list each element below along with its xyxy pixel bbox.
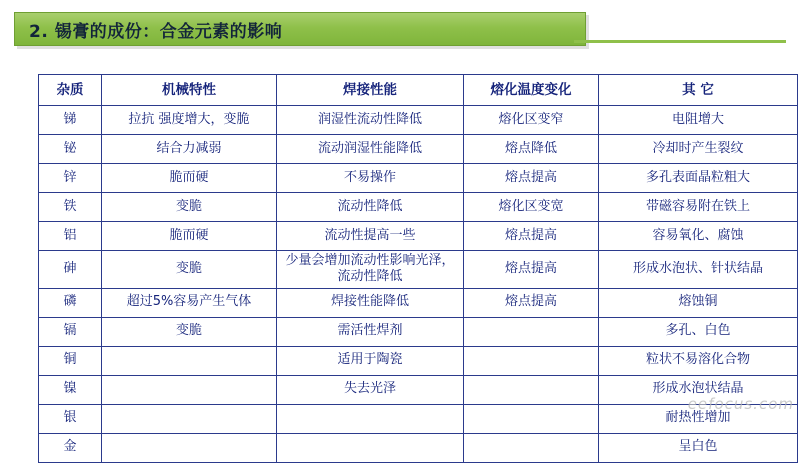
cell-other: 电阻增大 — [599, 106, 798, 135]
cell-melting — [464, 317, 599, 346]
column-header-impurity: 杂质 — [39, 75, 102, 106]
title-underline-rule — [574, 40, 786, 43]
column-header-other: 其 它 — [599, 75, 798, 106]
table-row — [39, 106, 798, 135]
cell-solderability: 失去光泽 — [277, 375, 464, 404]
table-row — [39, 135, 798, 164]
cell-mechanical: 脆而硬 — [102, 164, 277, 193]
cell-melting: 熔点降低 — [464, 135, 599, 164]
cell-melting — [464, 433, 599, 462]
cell-other: 熔蚀铜 — [599, 288, 798, 317]
cell-melting: 熔点提高 — [464, 222, 599, 251]
cell-other: 多孔表面晶粒粗大 — [599, 164, 798, 193]
cell-melting — [464, 404, 599, 433]
cell-impurity: 镍 — [39, 375, 102, 404]
cell-solderability: 流动性降低 — [277, 193, 464, 222]
cell-solderability: 流动润湿性能降低 — [277, 135, 464, 164]
cell-solderability: 润湿性流动性降低 — [277, 106, 464, 135]
table-row — [39, 317, 798, 346]
cell-solderability — [277, 404, 464, 433]
cell-mechanical: 超过5%容易产生气体 — [102, 288, 277, 317]
cell-melting — [464, 375, 599, 404]
table-row — [39, 251, 798, 289]
cell-solderability: 流动性提高一些 — [277, 222, 464, 251]
page-title: 2. 锡膏的成份：合金元素的影响 — [29, 21, 283, 42]
cell-mechanical: 脆而硬 — [102, 222, 277, 251]
cell-other: 粒状不易溶化合物 — [599, 346, 798, 375]
cell-solderability: 少量会增加流动性影响光泽，流动性降低 — [277, 251, 464, 289]
table-row — [39, 433, 798, 462]
column-header-melting: 熔化温度变化 — [464, 75, 599, 106]
cell-other: 多孔、白色 — [599, 317, 798, 346]
cell-mechanical: 变脆 — [102, 317, 277, 346]
cell-mechanical — [102, 433, 277, 462]
cell-mechanical: 结合力减弱 — [102, 135, 277, 164]
cell-impurity: 磷 — [39, 288, 102, 317]
table-body — [39, 75, 798, 463]
cell-mechanical: 拉抗 强度增大，变脆 — [102, 106, 277, 135]
cell-mechanical — [102, 375, 277, 404]
cell-other: 形成水泡状、针状结晶 — [599, 251, 798, 289]
cell-melting: 熔点提高 — [464, 251, 599, 289]
cell-other: 冷却时产生裂纹 — [599, 135, 798, 164]
table-row — [39, 164, 798, 193]
cell-melting: 熔点提高 — [464, 164, 599, 193]
impurity-effects-table-container — [38, 74, 762, 463]
cell-melting — [464, 346, 599, 375]
table-row — [39, 375, 798, 404]
cell-solderability: 不易操作 — [277, 164, 464, 193]
site-watermark: eefocus.com — [687, 395, 794, 413]
cell-mechanical — [102, 346, 277, 375]
impurity-effects-table — [38, 74, 798, 463]
cell-impurity: 镉 — [39, 317, 102, 346]
cell-impurity: 铁 — [39, 193, 102, 222]
cell-melting: 熔点提高 — [464, 288, 599, 317]
cell-other: 容易氧化、腐蚀 — [599, 222, 798, 251]
table-row — [39, 346, 798, 375]
table-row — [39, 222, 798, 251]
title-bar — [14, 12, 586, 46]
cell-mechanical: 变脆 — [102, 193, 277, 222]
cell-solderability: 需活性焊剂 — [277, 317, 464, 346]
table-row — [39, 404, 798, 433]
cell-other: 带磁容易附在铁上 — [599, 193, 798, 222]
cell-solderability: 焊接性能降低 — [277, 288, 464, 317]
cell-mechanical: 变脆 — [102, 251, 277, 289]
column-header-mechanical: 机械特性 — [102, 75, 277, 106]
cell-solderability: 适用于陶瓷 — [277, 346, 464, 375]
cell-other: 耐热性增加 — [599, 404, 798, 433]
cell-impurity: 金 — [39, 433, 102, 462]
cell-solderability — [277, 433, 464, 462]
table-row — [39, 288, 798, 317]
cell-mechanical — [102, 404, 277, 433]
table-header-row — [39, 75, 798, 106]
column-header-solderability: 焊接性能 — [277, 75, 464, 106]
cell-impurity: 铝 — [39, 222, 102, 251]
cell-impurity: 锑 — [39, 106, 102, 135]
cell-melting: 熔化区变窄 — [464, 106, 599, 135]
cell-impurity: 银 — [39, 404, 102, 433]
cell-impurity: 铋 — [39, 135, 102, 164]
cell-impurity: 锌 — [39, 164, 102, 193]
cell-other: 形成水泡状结晶 — [599, 375, 798, 404]
cell-melting: 熔化区变宽 — [464, 193, 599, 222]
table-row — [39, 193, 798, 222]
cell-other: 呈白色 — [599, 433, 798, 462]
cell-impurity: 砷 — [39, 251, 102, 289]
cell-impurity: 铜 — [39, 346, 102, 375]
title-banner — [14, 12, 786, 46]
